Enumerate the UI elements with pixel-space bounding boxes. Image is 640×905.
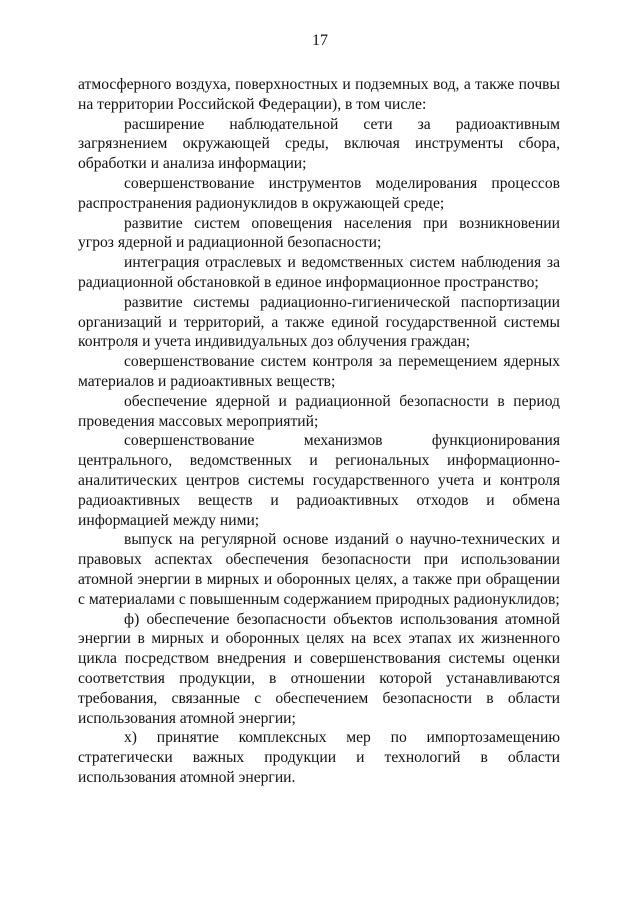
paragraph-modeling-tools: совершенствование инструментов моделирования процессов распространения радионуклидов в окружающей среде; (78, 174, 560, 212)
paragraph-warning-systems: развитие систем оповещения населения при возникновении угроз ядерной и радиационной безопасности; (78, 214, 560, 252)
paragraph-observation-network: расширение наблюдательной сети за радиоактивным загрязнением окружающей среды, включая инструменты сбора, обработки и анализа информации; (78, 115, 560, 173)
document-body (78, 75, 560, 788)
paragraph-continuation: атмосферного воздуха, поверхностных и подземных вод, а также почвы на территории Российской Федерации), в том числе: (78, 76, 560, 113)
paragraph-item-kh: х) принятие комплексных мер по импортозамещению стратегически важных продукции и технологий в области использования атомной энергии. (78, 729, 560, 786)
paragraph-item-f: ф) обеспечение безопасности объектов использования атомной энергии в мирных и оборонных целях на всех этапах их жизненного цикла посредством внедрения и совершенствования системы оценки соответствия продукции, в отношении которой устанавливаются требования, связанные с обеспечением безопасности в области использования атомной энергии; (78, 610, 560, 727)
page-number: 17 (312, 32, 328, 49)
paragraph-publications: выпуск на регулярной основе изданий о научно-технических и правовых аспектах обеспечения безопасности при использовании атомной энергии в мирных и оборонных целях, а также при обращении с материалами с повышенным содержанием природных радионуклидов; (78, 531, 560, 608)
paragraph-info-centers: совершенствование механизмов функционирования центрального, ведомственных и региональных информационно-аналитических центров системы государственного учета и контроля радиоактивных веществ и радиоактивных отходов и обмена информацией между ними; (78, 432, 560, 529)
paragraph-mass-events-safety: обеспечение ядерной и радиационной безопасности в период проведения массовых мероприятий; (78, 392, 560, 430)
paragraph-control-systems: совершенствование систем контроля за перемещением ядерных материалов и радиоактивных веществ; (78, 353, 560, 390)
paragraph-passportization: развитие системы радиационно-гигиенической паспортизации организаций и территорий, а также единой государственной системы контроля и учета индивидуальных доз облучения граждан; (78, 293, 560, 351)
paragraph-systems-integration: интеграция отраслевых и ведомственных систем наблюдения за радиационной обстановкой в единое информационное пространство; (78, 254, 560, 291)
